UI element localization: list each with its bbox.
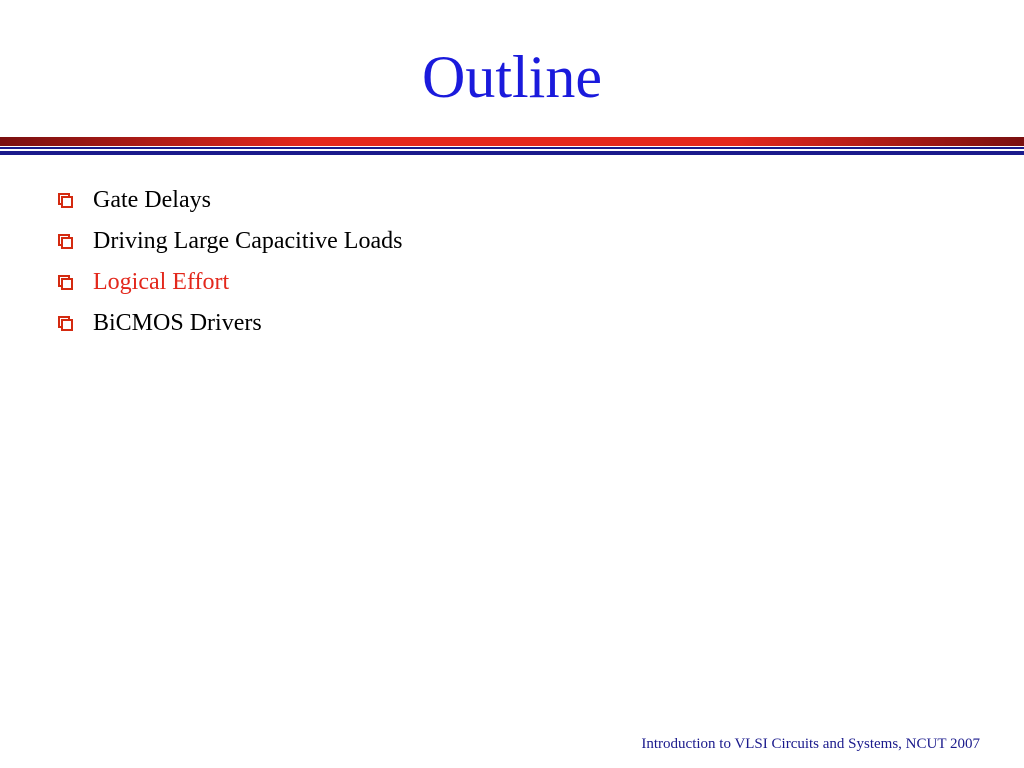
box-bullet-icon xyxy=(52,273,78,293)
list-item xyxy=(52,180,402,221)
list-item-label: Gate Delays xyxy=(93,187,211,213)
outline-list xyxy=(52,180,402,344)
title-divider-blue xyxy=(0,151,1024,155)
title-divider-blue-thin xyxy=(0,147,1024,149)
list-item-label: Driving Large Capacitive Loads xyxy=(93,228,403,254)
list-item-label: BiCMOS Drivers xyxy=(93,310,262,336)
slide-title: Outline xyxy=(422,44,602,110)
slide-footer: Introduction to VLSI Circuits and Systems, NCUT 2007 xyxy=(641,736,980,752)
box-bullet-icon xyxy=(52,191,78,211)
box-bullet-icon xyxy=(52,232,78,252)
title-divider-red xyxy=(0,137,1024,146)
list-item xyxy=(52,221,402,262)
box-bullet-icon xyxy=(52,314,78,334)
list-item xyxy=(52,303,402,344)
list-item-label: Logical Effort xyxy=(93,269,230,295)
list-item xyxy=(52,262,402,303)
